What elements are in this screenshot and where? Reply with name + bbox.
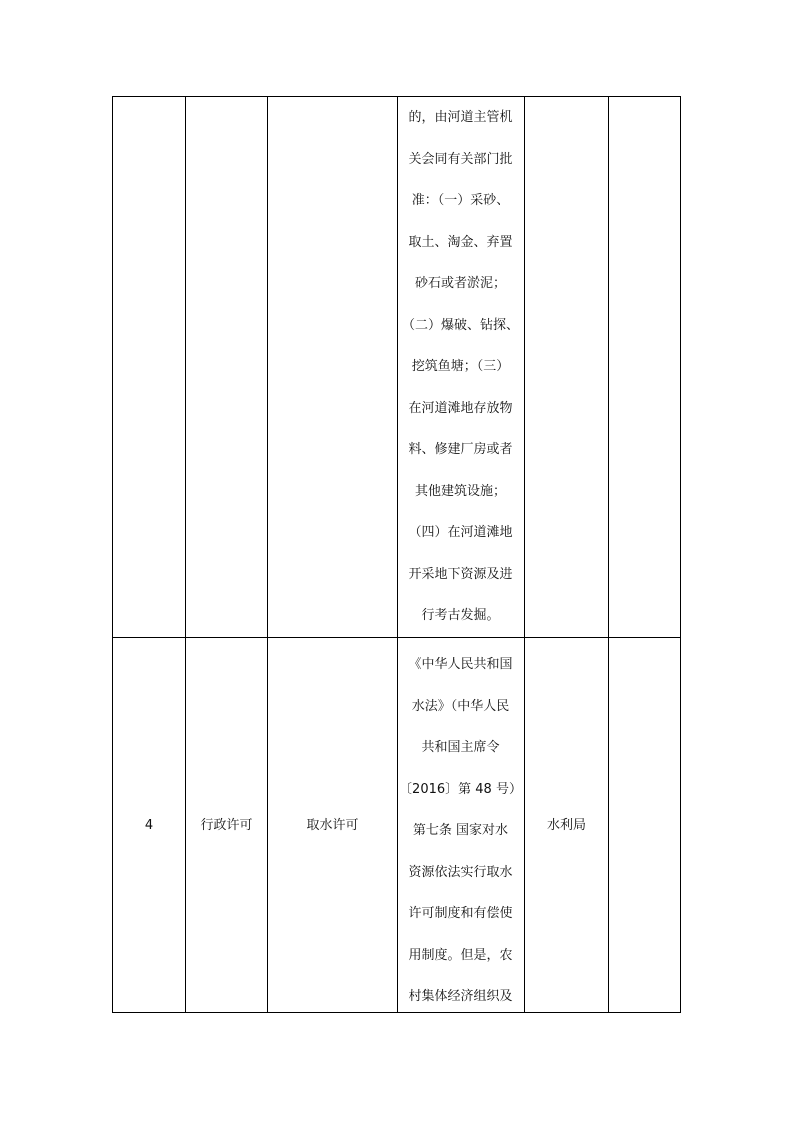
basis-line: 用制度。但是，农	[408, 947, 513, 963]
basis-line: 取土、淘金、弃置	[408, 234, 513, 250]
basis-line: 准：（一）采砂、	[411, 193, 510, 208]
basis-line: 〔2016〕第 48 号）	[399, 781, 522, 797]
row-divider	[113, 637, 680, 638]
column-divider	[608, 97, 609, 1012]
basis-line: 的，由河道主管机	[408, 110, 513, 125]
column-divider	[267, 97, 268, 1012]
basis-line: 挖筑鱼塘；（三）	[411, 359, 510, 374]
basis-line: （二）爆破、钻探、	[401, 317, 519, 333]
row-department: 水利局	[546, 818, 586, 833]
row-seq-number: 4	[144, 818, 154, 833]
basis-line: （四）在河道滩地	[408, 525, 513, 540]
basis-line: 村集体经济组织及	[408, 989, 513, 1004]
basis-line: 第七条 国家对水	[412, 823, 509, 838]
column-divider	[185, 97, 186, 1012]
row-category: 行政许可	[200, 818, 253, 833]
basis-line: 行考古发掘。	[421, 608, 500, 623]
basis-line: 料、修建厂房或者	[408, 442, 513, 457]
permit-table	[112, 96, 681, 1013]
basis-line: 《中华人民共和国	[408, 657, 513, 672]
column-divider	[524, 97, 525, 1012]
basis-line: 水法》（中华人民	[411, 698, 510, 714]
basis-line: 许可制度和有偿使	[408, 906, 513, 921]
table-row-continued-basis	[398, 97, 523, 637]
basis-line: 在河道滩地存放物	[408, 400, 513, 416]
basis-line: 关会同有关部门批	[408, 151, 513, 167]
basis-line: 资源依法实行取水	[408, 864, 513, 880]
basis-line: 砂石或者淤泥；	[414, 276, 506, 291]
row-item-name: 取水许可	[306, 818, 359, 833]
basis-line: 其他建筑设施；	[414, 483, 506, 499]
basis-line: 共和国主席令	[421, 740, 500, 755]
basis-line: 开采地下资源及进	[408, 566, 513, 582]
table-row-basis	[398, 644, 523, 1018]
